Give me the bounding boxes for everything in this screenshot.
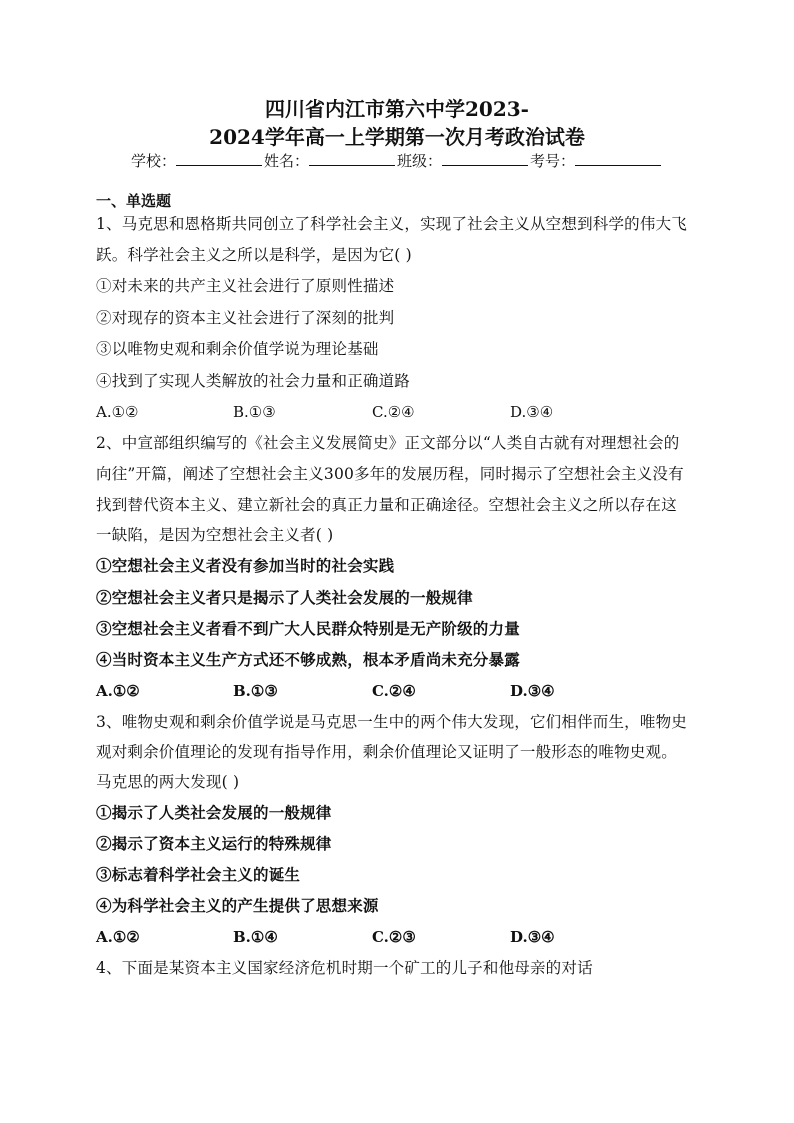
q2-stem-line1: 2、中宣部组织编写的《社会主义发展简史》正文部分以“人类自古就有对理想社会的	[96, 434, 680, 452]
q3-item-2: ②揭示了资本主义运行的特殊规律	[96, 834, 332, 853]
q3-item-4: ④为科学社会主义的产生提供了思想来源	[96, 896, 379, 915]
q2-option-c[interactable]: C.②④	[372, 682, 416, 700]
number-label: 考号：	[530, 152, 576, 170]
q1-item-4: ④找到了实现人类解放的社会力量和正确道路	[96, 372, 411, 390]
q1-item-3: ③以唯物史观和剩余价值学说为理论基础	[96, 340, 379, 358]
q2-stem-line3: 找到替代资本主义、建立新社会的真正力量和正确途径。空想社会主义之所以存在这	[96, 496, 677, 514]
q2-option-d[interactable]: D.③④	[510, 682, 555, 700]
name-blank[interactable]	[309, 151, 395, 166]
q1-option-d[interactable]: D.③④	[510, 403, 554, 421]
q1-option-b[interactable]: B.①③	[233, 403, 276, 421]
q2-item-3: ③空想社会主义者看不到广大人民群众特别是无产阶级的力量	[96, 619, 520, 638]
q1-option-a[interactable]: A.①②	[96, 403, 139, 421]
school-blank[interactable]	[176, 151, 262, 166]
q3-item-3: ③标志着科学社会主义的诞生	[96, 865, 301, 884]
q3-option-d[interactable]: D.③④	[510, 928, 555, 946]
q4-stem-line1: 4、下面是某资本主义国家经济危机时期一个矿工的儿子和他母亲的对话	[96, 959, 593, 977]
q1-item-1: ①对未来的共产主义社会进行了原则性描述	[96, 277, 395, 295]
q1-option-c[interactable]: C.②④	[372, 403, 415, 421]
q3-item-1: ①揭示了人类社会发展的一般规律	[96, 803, 332, 822]
section-title: 一、单选题	[96, 192, 172, 210]
exam-title-line1: 四川省内江市第六中学2023-	[265, 97, 529, 121]
q3-stem-line1: 3、唯物史观和剩余价值学说是马克思一生中的两个伟大发现，它们相伴而生，唯物史	[96, 713, 687, 731]
name-label: 姓名：	[263, 152, 309, 170]
q3-stem-line2: 观对剩余价值理论的发现有指导作用，剩余价值理论又证明了一般形态的唯物史观。	[96, 743, 677, 761]
class-label: 班级：	[397, 152, 443, 170]
q2-stem-line4: 一缺陷，是因为空想社会主义者( )	[96, 526, 334, 544]
q2-item-4: ④当时资本主义生产方式还不够成熟，根本矛盾尚未充分暴露	[96, 650, 520, 669]
q3-option-c[interactable]: C.②③	[372, 928, 416, 946]
number-blank[interactable]	[575, 151, 661, 166]
q3-option-b[interactable]: B.①④	[233, 928, 278, 946]
q2-item-2: ②空想社会主义者只是揭示了人类社会发展的一般规律	[96, 588, 473, 607]
exam-title-line2: 2024学年高一上学期第一次月考政治试卷	[209, 125, 585, 149]
q2-stem-line2: 向往”开篇，阐述了空想社会主义300多年的发展历程，同时揭示了空想社会主义没有	[96, 465, 684, 483]
q1-stem-line1: 1、马克思和恩格斯共同创立了科学社会主义，实现了社会主义从空想到科学的伟大飞	[96, 215, 687, 233]
class-blank[interactable]	[442, 151, 528, 166]
q2-option-b[interactable]: B.①③	[233, 682, 278, 700]
student-info-row	[0, 150, 794, 172]
q1-stem-line2: 跃。科学社会主义之所以是科学，是因为它( )	[96, 246, 412, 264]
q3-option-a[interactable]: A.①②	[96, 928, 140, 946]
q3-stem-line3: 马克思的两大发现( )	[96, 773, 240, 791]
q2-option-a[interactable]: A.①②	[96, 682, 140, 700]
q2-item-1: ①空想社会主义者没有参加当时的社会实践	[96, 556, 395, 575]
q1-item-2: ②对现存的资本主义社会进行了深刻的批判	[96, 309, 395, 327]
school-label: 学校：	[130, 152, 176, 170]
